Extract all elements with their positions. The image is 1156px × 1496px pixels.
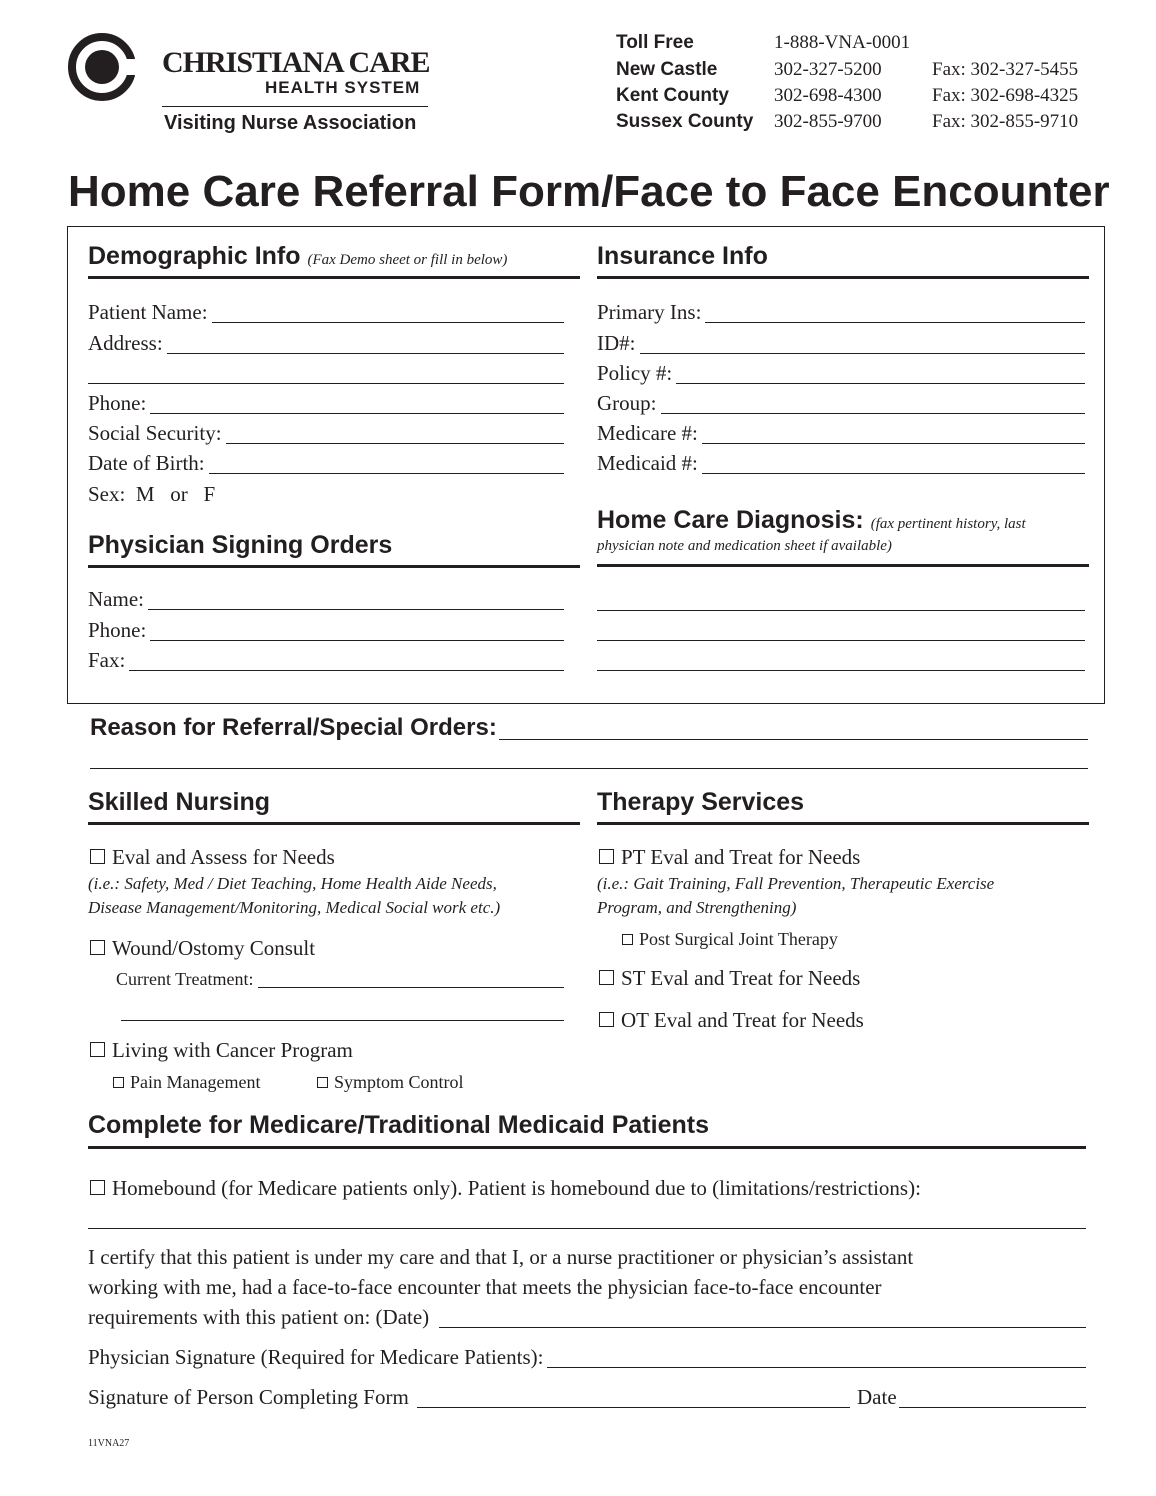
address-field[interactable]: Address:: [88, 333, 564, 354]
checkbox-icon[interactable]: [90, 849, 105, 864]
checkbox-icon[interactable]: [90, 1042, 105, 1057]
eval-assess-option[interactable]: Eval and Assess for Needs: [90, 847, 335, 868]
contact-label: Kent County: [616, 85, 729, 106]
contact-label: New Castle: [616, 59, 718, 80]
checkbox-icon[interactable]: [599, 970, 614, 985]
eval-assess-note: (i.e.: Safety, Med / Diet Teaching, Home Health Aide Needs,: [88, 874, 497, 893]
current-treatment-field[interactable]: Current Treatment:: [116, 970, 564, 988]
checkbox-icon[interactable]: [317, 1077, 328, 1088]
contact-fax: Fax: 302-698-4325: [932, 85, 1079, 106]
checkbox-icon[interactable]: [599, 1012, 614, 1027]
page-title: Home Care Referral Form/Face to Face Encounter: [68, 167, 1110, 216]
st-eval-option[interactable]: ST Eval and Treat for Needs: [599, 968, 860, 989]
checkbox-icon[interactable]: [599, 849, 614, 864]
brand-subtitle: HEALTH SYSTEM: [265, 78, 421, 97]
policy-number-field[interactable]: Policy #:: [597, 363, 1085, 384]
demographic-rule: [88, 276, 580, 279]
checkbox-icon[interactable]: [622, 934, 633, 945]
completion-date-field[interactable]: Date: [857, 1387, 1086, 1408]
ot-eval-option[interactable]: OT Eval and Treat for Needs: [599, 1010, 864, 1031]
pt-eval-option[interactable]: PT Eval and Treat for Needs: [599, 847, 860, 868]
contact-label: Toll Free: [616, 32, 694, 53]
checkbox-icon[interactable]: [113, 1077, 124, 1088]
physician-signature-field[interactable]: Physician Signature (Required for Medicare Patients):: [88, 1347, 1086, 1368]
brand-name: CHRISTIANA CARE: [162, 46, 430, 79]
wound-ostomy-option[interactable]: Wound/Ostomy Consult: [90, 938, 315, 959]
contact-phone: 302-855-9700: [774, 111, 882, 132]
referral-line[interactable]: [90, 768, 1088, 769]
homebound-option[interactable]: Homebound (for Medicare patients only). Patient is homebound due to (limitations/restrictions):: [90, 1178, 921, 1199]
primary-insurance-field[interactable]: Primary Ins:: [597, 302, 1085, 323]
christiana-care-logo-icon: [68, 33, 136, 101]
cancer-program-option[interactable]: Living with Cancer Program: [90, 1040, 353, 1061]
contact-phone: 302-327-5200: [774, 59, 882, 80]
date-of-birth-field[interactable]: Date of Birth:: [88, 453, 564, 474]
form-code: 11VNA27: [88, 1438, 130, 1449]
medicare-rule: [88, 1146, 1086, 1149]
group-field[interactable]: Group:: [597, 393, 1085, 414]
eval-assess-note: Disease Management/Monitoring, Medical Social work etc.): [88, 898, 501, 917]
insurance-heading: Insurance Info: [597, 242, 768, 270]
certification-text: I certify that this patient is under my care and that I, or a nurse practitioner or physician’s assistant: [88, 1245, 914, 1269]
homebound-line[interactable]: [88, 1228, 1086, 1229]
current-treatment-line[interactable]: [121, 1020, 564, 1021]
patient-name-field[interactable]: Patient Name:: [88, 302, 564, 323]
therapy-rule: [597, 822, 1089, 825]
contact-phone: 1-888-VNA-0001: [774, 32, 911, 53]
contact-label: Sussex County: [616, 111, 754, 132]
diagnosis-note: (fax pertinent history, last: [870, 516, 1026, 532]
address-line-2[interactable]: [88, 383, 564, 384]
brand-divider: [162, 106, 428, 107]
demographic-heading: Demographic Info (Fax Demo sheet or fill in below): [88, 242, 508, 270]
insurance-rule: [597, 276, 1089, 279]
diagnosis-rule: [597, 564, 1089, 567]
phone-field[interactable]: Phone:: [88, 393, 564, 414]
post-surgical-option[interactable]: Post Surgical Joint Therapy: [622, 930, 838, 948]
skilled-nursing-rule: [88, 822, 580, 825]
contact-fax: Fax: 302-327-5455: [932, 59, 1079, 80]
medicare-number-field[interactable]: Medicare #:: [597, 423, 1085, 444]
pt-eval-note: (i.e.: Gait Training, Fall Prevention, Therapeutic Exercise: [597, 874, 995, 893]
physician-heading: Physician Signing Orders: [88, 531, 393, 559]
completer-signature-field[interactable]: Signature of Person Completing Form: [88, 1387, 850, 1408]
medicaid-number-field[interactable]: Medicaid #:: [597, 453, 1085, 474]
skilled-nursing-heading: Skilled Nursing: [88, 788, 270, 816]
sex-field[interactable]: Sex: M or F: [88, 482, 216, 506]
checkbox-icon[interactable]: [90, 940, 105, 955]
diagnosis-line[interactable]: [597, 610, 1085, 611]
certification-text: working with me, had a face-to-face encounter that meets the physician face-to-face encounter: [88, 1275, 882, 1299]
insurance-id-field[interactable]: ID#:: [597, 333, 1085, 354]
brand-division: Visiting Nurse Association: [164, 112, 417, 134]
medicare-heading: Complete for Medicare/Traditional Medicaid Patients: [88, 1111, 709, 1139]
pt-eval-note: Program, and Strengthening): [597, 898, 797, 917]
diagnosis-line[interactable]: [597, 640, 1085, 641]
physician-fax-field[interactable]: Fax:: [88, 650, 564, 671]
contact-fax: Fax: 302-855-9710: [932, 111, 1079, 132]
physician-rule: [88, 565, 580, 568]
demographic-note: (Fax Demo sheet or fill in below): [307, 252, 508, 268]
physician-name-field[interactable]: Name:: [88, 589, 564, 610]
checkbox-icon[interactable]: [90, 1180, 105, 1195]
diagnosis-heading: Home Care Diagnosis: (fax pertinent history, last: [597, 506, 1026, 534]
symptom-control-option[interactable]: Symptom Control: [317, 1073, 464, 1091]
pain-management-option[interactable]: Pain Management: [113, 1073, 260, 1091]
encounter-date-field[interactable]: requirements with this patient on: (Date): [88, 1307, 1086, 1328]
therapy-heading: Therapy Services: [597, 788, 805, 816]
social-security-field[interactable]: Social Security:: [88, 423, 564, 444]
contact-phone: 302-698-4300: [774, 85, 882, 106]
physician-phone-field[interactable]: Phone:: [88, 620, 564, 641]
diagnosis-note-continued: physician note and medication sheet if available): [597, 538, 892, 554]
referral-reason-field[interactable]: Reason for Referral/Special Orders:: [90, 716, 1088, 740]
diagnosis-line[interactable]: [597, 670, 1085, 671]
